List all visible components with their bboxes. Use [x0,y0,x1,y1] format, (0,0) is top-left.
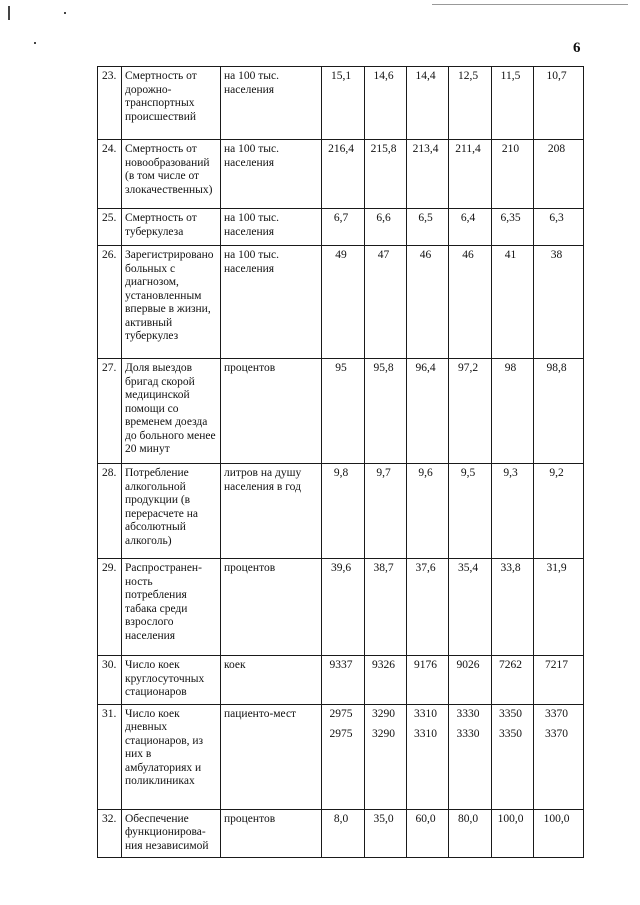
value-cell [534,359,584,464]
value-cell [492,704,534,809]
top-edge-line [432,4,628,5]
row-number: 25. [98,209,122,246]
value-cell [449,209,492,246]
value-text: 38 [550,249,563,261]
value-text: 216,4 [328,143,354,155]
unit-of-measure: литров на душу населения в год [221,464,322,559]
value-text: 11,5 [500,70,521,82]
value-cell [492,809,534,858]
value-cell [407,464,449,559]
value-cell [534,246,584,359]
value-cell [449,704,492,809]
value-cell [534,209,584,246]
value-cell [322,140,365,209]
value-cell [449,246,492,359]
row-number: 28. [98,464,122,559]
value-cell [407,209,449,246]
value-cell [322,67,365,140]
value-cell [449,140,492,209]
table-row [98,359,584,464]
scan-dot [34,42,36,44]
value-text: 215,8 [370,143,397,155]
table-row [98,209,584,246]
value-text: 2975 [329,728,353,740]
indicator-name: Доля выездов бригад скорой медицинской помощи со временем доезда до больного менее 20 минут [122,359,221,464]
value-text: 3370 [545,728,568,740]
value-text: 3310 [414,728,437,740]
value-cell [322,656,365,705]
indicator-name: Смертность от новообразований (в том числе от злокачественных) [122,140,221,209]
value-text: 97,2 [457,362,479,374]
table-row [98,67,584,140]
unit-of-measure: процентов [221,809,322,858]
value-text: 2975 [329,707,353,720]
value-text: 37,6 [415,562,436,574]
value-text: 6,4 [460,212,476,224]
indicator-name: Число коек дневных стационаров, из них в амбулаториях и поликлиниках [122,704,221,809]
value-cell [407,67,449,140]
value-cell [449,359,492,464]
value-cell [407,559,449,656]
value-cell [449,656,492,705]
value-text: 9,6 [418,467,433,479]
value-text: 14,4 [415,70,436,82]
value-text: 3310 [414,707,437,720]
value-cell [407,140,449,209]
indicator-name: Зарегистрировано больных с диагнозом, установленным впервые в жизни, активный туберкулез [122,246,221,359]
value-text: 9,8 [333,467,349,479]
value-text: 98,8 [546,362,567,374]
value-cell [492,464,534,559]
value-text: 3290 [372,728,395,740]
value-cell [492,209,534,246]
value-text: 12,5 [457,70,479,82]
unit-of-measure: процентов [221,359,322,464]
value-text: 95,8 [373,362,394,374]
indicator-name: Число коек круглосуточных стационаров [122,656,221,705]
value-cell [449,67,492,140]
value-cell [492,359,534,464]
table-row [98,656,584,705]
value-cell [365,809,407,858]
indicator-name: Смертность от туберкулеза [122,209,221,246]
value-text: 9,3 [503,467,518,479]
table-row [98,464,584,559]
value-text: 49 [335,249,347,261]
value-text: 35,4 [457,562,479,574]
value-cell [449,809,492,858]
table-row [98,809,584,858]
value-text: 6,7 [333,212,349,224]
value-cell [534,464,584,559]
value-text: 9337 [329,659,353,671]
unit-of-measure: коек [221,656,322,705]
value-text: 100,0 [543,812,570,825]
value-text: 47 [377,249,390,261]
value-cell [322,464,365,559]
value-text: 7262 [499,659,522,671]
value-text: 10,7 [546,70,567,82]
value-cell [492,656,534,705]
value-text: 3370 [545,707,568,720]
value-cell [322,559,365,656]
row-number: 30. [98,656,122,705]
unit-of-measure: на 100 тыс. населения [221,209,322,246]
value-cell [365,359,407,464]
page-number: 6 [573,40,581,56]
value-text: 100,0 [497,812,524,825]
value-cell [322,209,365,246]
value-cell [365,704,407,809]
value-text: 14,6 [373,70,394,82]
value-cell [492,559,534,656]
value-cell [407,704,449,809]
row-number: 26. [98,246,122,359]
value-cell [365,246,407,359]
row-number: 32. [98,809,122,858]
value-text: 46 [419,249,432,261]
value-text: 60,0 [415,812,436,825]
value-text: 95 [335,362,347,374]
indicator-name: Смертность от дорожно-транспортных происшествий [122,67,221,140]
value-text: 3350 [499,707,522,720]
indicators-table [97,66,584,858]
value-text: 8,0 [333,812,349,825]
value-cell [322,809,365,858]
value-text: 39,6 [330,562,352,574]
value-cell [365,464,407,559]
value-cell [407,809,449,858]
scan-dot [64,12,66,14]
table-row [98,559,584,656]
value-cell [365,140,407,209]
indicator-name: Обеспечение функционирова-ния независимой [122,809,221,858]
unit-of-measure: на 100 тыс. населения [221,140,322,209]
value-text: 208 [547,143,566,155]
value-cell [492,67,534,140]
value-text: 15,1 [330,70,352,82]
value-text: 9,2 [549,467,564,479]
unit-of-measure: пациенто-мест [221,704,322,809]
value-text: 6,35 [500,212,521,224]
unit-of-measure: процентов [221,559,322,656]
value-text: 3330 [456,728,480,740]
value-text: 98 [504,362,517,374]
row-number: 27. [98,359,122,464]
value-cell [449,464,492,559]
value-text: 33,8 [500,562,521,574]
value-cell [449,559,492,656]
table-row [98,140,584,209]
value-cell [322,246,365,359]
value-text: 211,4 [455,143,481,155]
value-cell [534,559,584,656]
value-text: 31,9 [546,562,567,574]
scan-mark [8,6,10,20]
value-text: 3330 [456,707,480,720]
value-text: 6,3 [549,212,564,224]
value-cell [407,656,449,705]
value-cell [534,67,584,140]
value-cell [492,140,534,209]
value-text: 9026 [456,659,480,671]
value-cell [322,359,365,464]
value-text: 9,7 [376,467,391,479]
value-cell [534,140,584,209]
value-cell [365,559,407,656]
value-text: 41 [504,249,517,261]
value-text: 38,7 [373,562,394,574]
row-number: 29. [98,559,122,656]
value-text: 80,0 [457,812,479,825]
value-text: 96,4 [415,362,436,374]
value-text: 9326 [372,659,395,671]
value-text: 46 [462,249,474,261]
value-text: 9,5 [460,467,476,479]
row-number: 31. [98,704,122,809]
value-text: 3350 [499,728,522,740]
row-number: 24. [98,140,122,209]
value-cell [365,67,407,140]
unit-of-measure: на 100 тыс. населения [221,246,322,359]
indicator-name: Потребление алкогольной продукции (в перерасчете на абсолютный алкоголь) [122,464,221,559]
table-row [98,704,584,809]
value-cell [407,246,449,359]
value-cell [322,704,365,809]
value-text: 3290 [372,707,395,720]
value-text: 7217 [545,659,568,671]
value-cell [365,209,407,246]
value-text: 9176 [414,659,437,671]
table-row [98,246,584,359]
value-cell [407,359,449,464]
value-cell [534,656,584,705]
value-text: 210 [501,143,520,155]
indicator-name: Распространен-ность потребления табака среди взрослого населения [122,559,221,656]
value-cell [365,656,407,705]
value-cell [492,246,534,359]
value-cell [534,704,584,809]
unit-of-measure: на 100 тыс. населения [221,67,322,140]
value-cell [534,809,584,858]
value-text: 6,6 [376,212,391,224]
value-text: 213,4 [412,143,439,155]
value-text: 6,5 [418,212,433,224]
row-number: 23. [98,67,122,140]
value-text: 35,0 [373,812,394,825]
